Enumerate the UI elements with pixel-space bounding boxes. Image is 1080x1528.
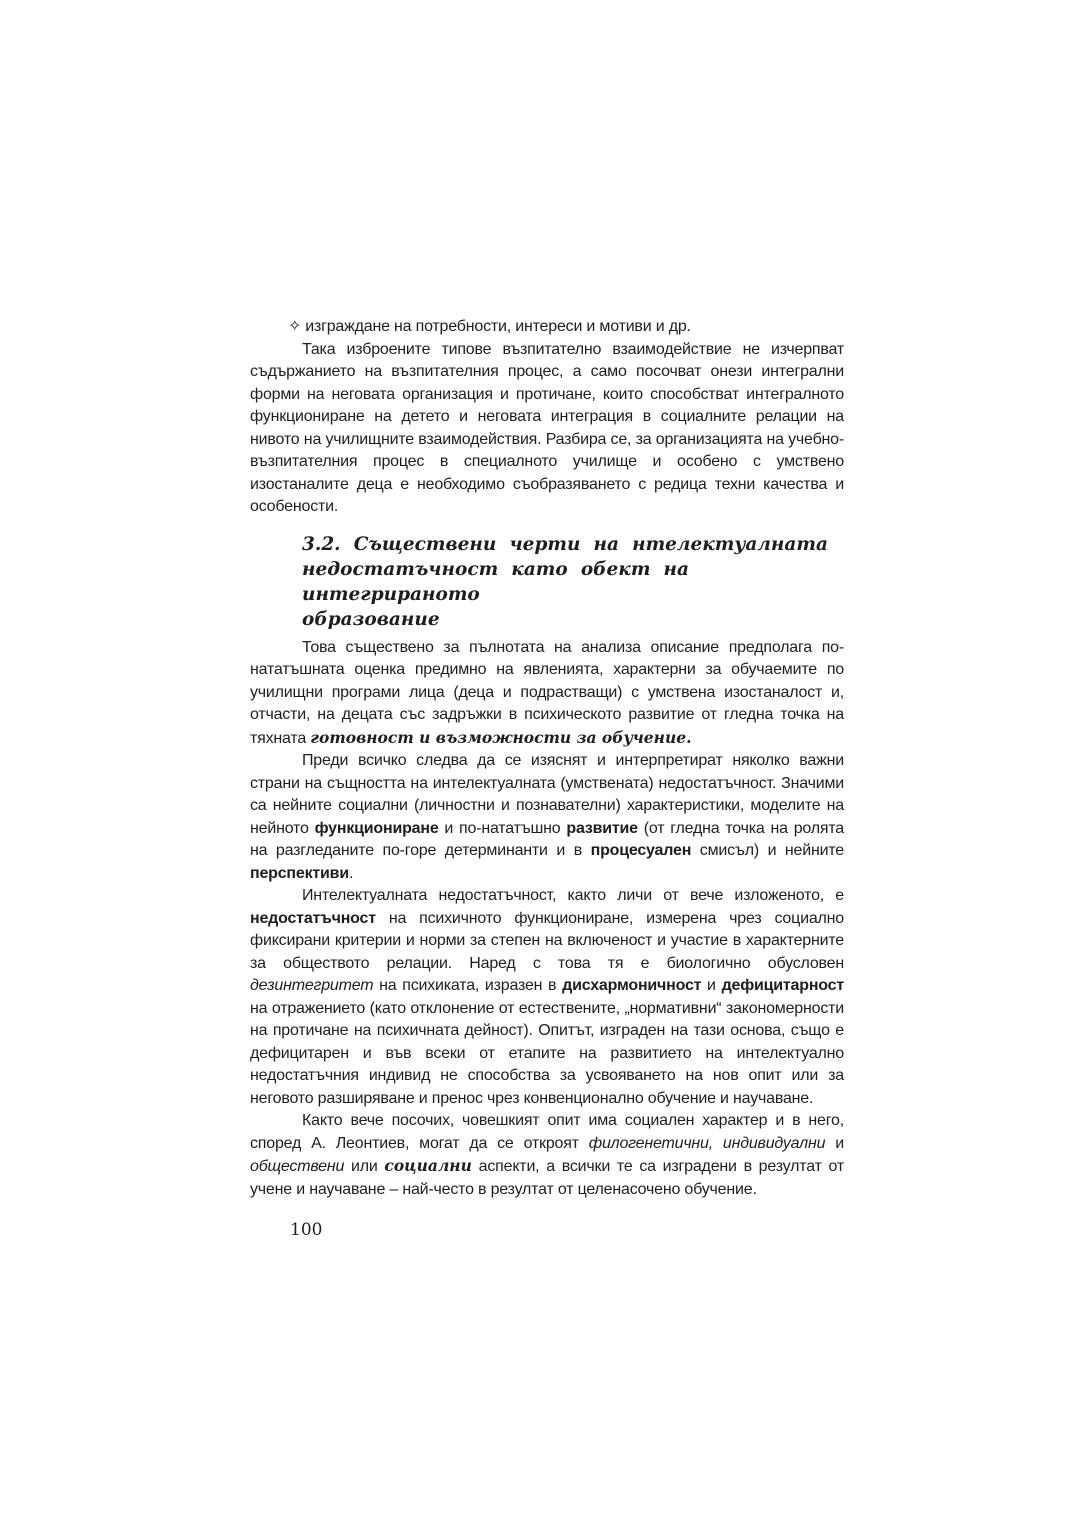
text-run: перспективи (250, 864, 349, 882)
text-run: филогенетични, индивидуални (588, 1134, 826, 1152)
page-number: 100 (290, 1220, 323, 1240)
text-run: или (344, 1158, 385, 1175)
text-run: дисхармоничност (562, 977, 702, 994)
page-text-block (250, 316, 844, 1242)
text-run: и (701, 977, 722, 994)
body-paragraph (250, 885, 844, 1110)
text-run: на психиката, изразен в (373, 977, 563, 994)
body-paragraph (250, 1110, 844, 1201)
text-run: Както вече посочих, човешкият опит има социален характер и в него, според А. Леонтиев, могат да се откроят (250, 1112, 844, 1152)
body-paragraph (250, 750, 844, 885)
text-run: на отражението (като отклонение от естествените, „нормативни“ закономерности на протичане на психичната дейност). Опитът, изграден на тази основа, също е дефицитарен и във всеки от етапите на развитието на интелектуално недостатъчния индивид не способства за усвояването на нов опит или за неговото разширяване и пренос чрез конвенционално обучение и научаване. (250, 999, 844, 1107)
text-run: и (825, 1134, 844, 1152)
text-run: Преди всичко следва да се изяснят и интерпретират няколко важни страни на същността на интелектуалната (умствената) недостатъчност. Значими са нейните социални (личностни и познавателни) характеристики, моделите на нейното (250, 752, 844, 837)
body-paragraph (250, 637, 844, 751)
text-run: и по-нататъшно (438, 819, 567, 837)
text-run: аспекти, а всички те са изградени в резултат от учене и научаване – най-често в резултат от целенасочено обучение. (250, 1158, 844, 1198)
text-run: развитие (566, 819, 638, 837)
heading-line: 3.2. Съществени черти на нтелектуалната (302, 533, 828, 555)
section-heading (302, 532, 844, 632)
text-run: (от гледна точка на ролята на разгледаните по-горе детерминанти и в (250, 819, 844, 859)
body-paragraph (250, 339, 844, 519)
text-run: дефицитарност (721, 977, 844, 994)
text-run: . (348, 864, 354, 882)
text-run: Интелектуалната недостатъчност, както личи от вече изложеното, е (302, 887, 844, 904)
text-run: изграждане на потребности, интереси и мотиви и др. (305, 318, 691, 335)
page-content (250, 316, 844, 1201)
text-run: функциониране (314, 819, 439, 837)
text-run: готовност и възможности за обучение. (310, 727, 692, 747)
heading-line: недостатъчност като обект на интегрираното (302, 558, 689, 605)
text-run: недостатъчност (250, 909, 376, 927)
text-run: Така изброените типове възпитателно взаимодействие не изчерпват съдържанието на възпитателния процес, а само посочват онези интегрални форми на неговата организация и протичане, които способстват интегралното функциониране на детето и неговата интеграция в социалните релации на нивото на училищните взаимодействия. Разбира се, за организацията на учебно-възпитателния процес в специалното училище и особено с умствено изостаналите деца е необходимо съобразяването с редица техни качества и особености. (250, 340, 844, 515)
text-run: обществени (250, 1158, 345, 1175)
diamond-bullet-icon: ✧ (288, 318, 302, 335)
text-run: процесуален (590, 842, 692, 859)
text-run: дезинтегритет (250, 977, 374, 994)
text-run: на психичното функциониране, измерена чрез социално фиксирани критерии и норми за степен на включеност и участие в характерните за обществото релации. Наред с това тя е биологично обусловен (250, 909, 844, 972)
text-run: Това съществено за пълнотата на анализа описание предполага по-нататъшната оценка предимно на явленията, характерни за обучаемите по училищни програми лица (деца и подрастващи) с умствена изостаналост и, отчасти, на децата със задръжки в психическото развитие от гледна точка на тяхната (250, 638, 844, 747)
heading-line: образование (302, 608, 440, 630)
text-run: социални (384, 1156, 472, 1175)
bullet-list-item (250, 316, 844, 339)
text-run: смисъл) и нейните (691, 842, 844, 859)
